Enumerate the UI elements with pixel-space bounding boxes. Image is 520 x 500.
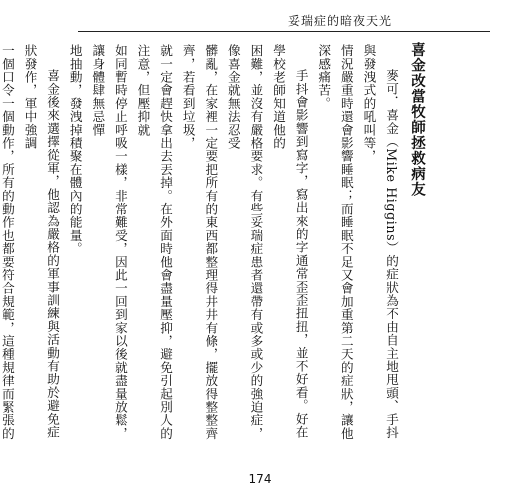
header-rule (78, 31, 490, 32)
running-header (0, 8, 520, 34)
text-line: 地抽動，發洩掉積聚在體內的能量。 (67, 44, 83, 256)
section-heading: 喜金改當牧師拯救病友 (409, 42, 425, 197)
text-line: 髒亂，在家裡一定要把所有的東西都整理得井井有條，擺放得整整齊齊，若看到垃圾， (180, 44, 219, 440)
text-line: 一個口令一個動作，所有的動作也都要符合規範，這種規律而緊張的 (0, 44, 15, 440)
text-line: 困難，並沒有嚴格要求。有些妥瑞症患者還帶有或多或少的強迫症，像喜金就無法忍受 (225, 44, 264, 440)
text-line: 麥可．喜金（Mike Higgins）的症狀為不由自主地甩頭、手抖與發洩式的吼叫等， (361, 44, 399, 440)
text-line: 就一定會趕快拿出去丟掉。在外面時他會盡量壓抑，避免引起別人的注意，但壓抑就 (135, 44, 174, 440)
text-line: 如同暫時停止呼吸一樣，非常難受，因此一回到家以後就盡量放鬆，讓身體肆無忌憚 (90, 44, 128, 440)
text-line: 手抖會影響到寫字，寫出來的字通常歪歪扭扭，並不好看。好在學校老師知道他的 (271, 44, 309, 439)
running-title: 妥瑞症的暗夜天光 (287, 14, 392, 28)
text-line: 喜金後來選擇從軍，他認為嚴格的軍事訓練與活動有助於避免症狀發作，軍中強調 (22, 44, 61, 439)
page-number: 174 (248, 472, 272, 486)
body-text (0, 44, 402, 444)
text-line: 情況嚴重時還會影響睡眠；而睡眠不足又會加重第二天的症狀，讓他深感痛苦。 (316, 44, 354, 440)
